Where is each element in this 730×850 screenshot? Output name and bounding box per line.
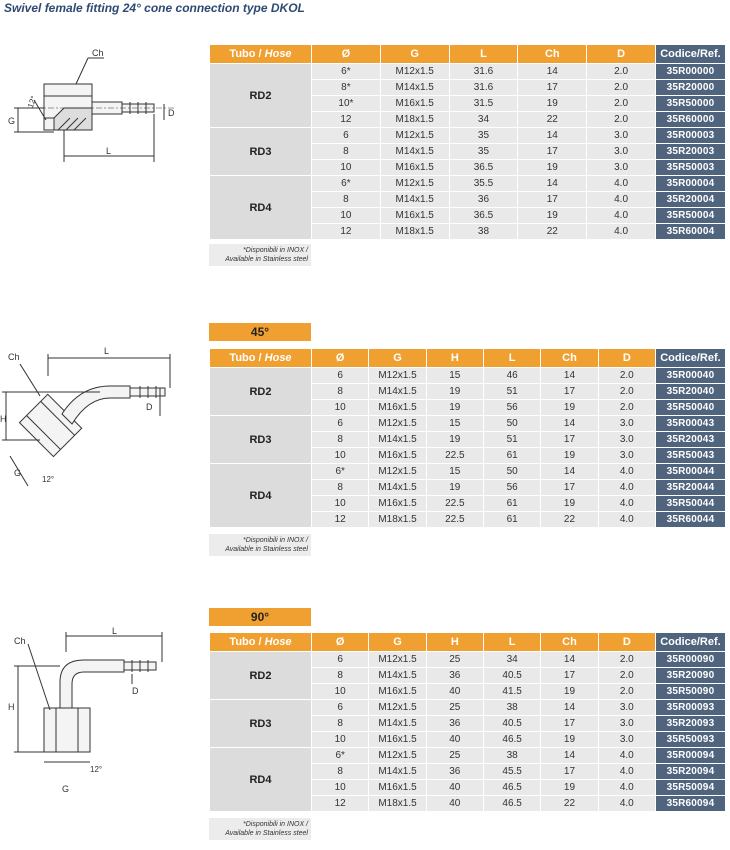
- product-code: 35R20094: [655, 764, 725, 780]
- header-tubo-label: Tubo /: [229, 352, 265, 364]
- table-cell: 6*: [312, 64, 381, 80]
- table-cell: 36.5: [449, 208, 518, 224]
- table-cell: M14x1.5: [369, 668, 426, 684]
- table-cell: M16x1.5: [369, 732, 426, 748]
- table-cell: M12x1.5: [369, 416, 426, 432]
- column-header: G: [369, 633, 426, 652]
- spec-table-90: [209, 632, 726, 812]
- column-header: L: [483, 633, 540, 652]
- table-cell: 6*: [312, 176, 381, 192]
- table-cell: 36.5: [449, 160, 518, 176]
- table-cell: M12x1.5: [369, 748, 426, 764]
- table-cell: 10: [312, 732, 369, 748]
- table-cell: 4.0: [598, 480, 655, 496]
- table-cell: 19: [541, 496, 598, 512]
- spec-table-straight: [209, 44, 726, 240]
- table-cell: 17: [518, 80, 587, 96]
- table-cell: 2.0: [587, 64, 656, 80]
- product-code: 35R00004: [655, 176, 725, 192]
- product-code: 35R20000: [655, 80, 725, 96]
- table-cell: 40: [426, 732, 483, 748]
- table-cell: 36: [426, 764, 483, 780]
- table-cell: 38: [483, 748, 540, 764]
- table-cell: 15: [426, 416, 483, 432]
- group-label: RD2: [210, 368, 312, 416]
- table-cell: 22: [541, 796, 598, 812]
- table-cell: 10: [312, 160, 381, 176]
- table-cell: 8: [312, 668, 369, 684]
- table-cell: 17: [518, 144, 587, 160]
- table-cell: 10: [312, 400, 369, 416]
- table-cell: 19: [426, 400, 483, 416]
- table-cell: 40.5: [483, 716, 540, 732]
- table-cell: M14x1.5: [380, 192, 449, 208]
- table-cell: 3.0: [598, 700, 655, 716]
- table-cell: 25: [426, 748, 483, 764]
- table-cell: 17: [541, 384, 598, 400]
- table-cell: 38: [449, 224, 518, 240]
- group-label: RD3: [210, 700, 312, 748]
- table-cell: 4.0: [587, 208, 656, 224]
- table-cell: 36: [449, 192, 518, 208]
- table-cell: 4.0: [587, 176, 656, 192]
- group-label: RD2: [210, 64, 312, 128]
- table-cell: M16x1.5: [369, 448, 426, 464]
- table-cell: 3.0: [598, 448, 655, 464]
- column-header: G: [369, 349, 426, 368]
- product-code: 35R50090: [655, 684, 725, 700]
- header-tubo-label: Tubo /: [229, 48, 265, 60]
- table-cell: 40: [426, 780, 483, 796]
- table-cell: 3.0: [598, 716, 655, 732]
- table-cell: 2.0: [598, 384, 655, 400]
- table-cell: 3.0: [587, 128, 656, 144]
- column-header: L: [483, 349, 540, 368]
- product-code: 35R00044: [655, 464, 725, 480]
- product-code: 35R00090: [655, 652, 725, 668]
- table-cell: 51: [483, 384, 540, 400]
- table-cell: M18x1.5: [380, 224, 449, 240]
- table-cell: 50: [483, 464, 540, 480]
- table-cell: 17: [541, 764, 598, 780]
- product-code: 35R00093: [655, 700, 725, 716]
- table-cell: 12: [312, 796, 369, 812]
- table-cell: 2.0: [587, 112, 656, 128]
- table-cell: M16x1.5: [380, 160, 449, 176]
- table-cell: 17: [518, 192, 587, 208]
- column-header: H: [426, 633, 483, 652]
- table-cell: M14x1.5: [369, 764, 426, 780]
- table-row: [210, 652, 726, 668]
- table-row: [210, 128, 726, 144]
- table-cell: 17: [541, 432, 598, 448]
- product-code: 35R50043: [655, 448, 725, 464]
- table-row: [210, 464, 726, 480]
- table-cell: 22.5: [426, 448, 483, 464]
- table-cell: 34: [449, 112, 518, 128]
- table-cell: 19: [518, 96, 587, 112]
- table-cell: 4.0: [598, 512, 655, 528]
- table-cell: 38: [483, 700, 540, 716]
- column-header: D: [587, 45, 656, 64]
- table-cell: M18x1.5: [369, 796, 426, 812]
- table-cell: 4.0: [598, 796, 655, 812]
- table-cell: 2.0: [598, 400, 655, 416]
- table-cell: 19: [541, 400, 598, 416]
- table-cell: 40: [426, 796, 483, 812]
- table-cell: 41.5: [483, 684, 540, 700]
- column-header: L: [449, 45, 518, 64]
- table-cell: M16x1.5: [369, 496, 426, 512]
- table-cell: 34: [483, 652, 540, 668]
- product-code: 35R50004: [655, 208, 725, 224]
- table-cell: 61: [483, 496, 540, 512]
- table-cell: 46.5: [483, 732, 540, 748]
- column-header: Codice/Ref.: [655, 45, 725, 64]
- table-cell: 3.0: [587, 144, 656, 160]
- column-header: Codice/Ref.: [655, 633, 725, 652]
- table-cell: 6*: [312, 748, 369, 764]
- product-code: 35R50094: [655, 780, 725, 796]
- table-cell: 12: [312, 512, 369, 528]
- table-cell: 8: [312, 192, 381, 208]
- g-label: G: [62, 784, 70, 794]
- product-code: 35R00003: [655, 128, 725, 144]
- table-cell: 46.5: [483, 780, 540, 796]
- table-cell: M16x1.5: [380, 208, 449, 224]
- table-cell: 15: [426, 464, 483, 480]
- table-cell: 3.0: [598, 432, 655, 448]
- table-cell: 14: [541, 700, 598, 716]
- column-header: Ch: [541, 633, 598, 652]
- table-cell: 14: [541, 652, 598, 668]
- table-cell: M14x1.5: [369, 384, 426, 400]
- table-cell: M12x1.5: [369, 368, 426, 384]
- table-row: [210, 416, 726, 432]
- column-header: Ø: [312, 349, 369, 368]
- table-cell: 6: [312, 416, 369, 432]
- g-label: G: [8, 116, 16, 126]
- table-cell: 2.0: [587, 96, 656, 112]
- table-cell: 46.5: [483, 796, 540, 812]
- group-label: RD4: [210, 748, 312, 812]
- table-cell: 56: [483, 480, 540, 496]
- product-code: 35R50044: [655, 496, 725, 512]
- group-label: RD2: [210, 652, 312, 700]
- table-cell: 22: [518, 224, 587, 240]
- table-cell: 10: [312, 780, 369, 796]
- table-cell: 10*: [312, 96, 381, 112]
- product-code: 35R60004: [655, 224, 725, 240]
- table-cell: M12x1.5: [369, 652, 426, 668]
- fitting-90-drawing: [4, 622, 179, 802]
- ch-label: Ch: [8, 352, 20, 362]
- table-cell: 10: [312, 496, 369, 512]
- table-cell: 6: [312, 700, 369, 716]
- table-cell: 19: [426, 384, 483, 400]
- product-code: 35R20003: [655, 144, 725, 160]
- column-header: Codice/Ref.: [655, 349, 725, 368]
- table-cell: 8: [312, 144, 381, 160]
- table-cell: 6*: [312, 464, 369, 480]
- fitting-45-drawing: [0, 336, 185, 506]
- table-cell: 56: [483, 400, 540, 416]
- table-cell: 2.0: [587, 80, 656, 96]
- stainless-note-2: [209, 534, 311, 556]
- table-cell: 19: [426, 432, 483, 448]
- table-cell: 31.5: [449, 96, 518, 112]
- header-tubo-hose: [210, 633, 312, 652]
- group-label: RD4: [210, 176, 312, 240]
- table-cell: M16x1.5: [380, 96, 449, 112]
- product-code: 35R50003: [655, 160, 725, 176]
- table-cell: M14x1.5: [380, 144, 449, 160]
- table-cell: 4.0: [598, 780, 655, 796]
- table-cell: 46: [483, 368, 540, 384]
- table-cell: 19: [518, 160, 587, 176]
- table-cell: 50: [483, 416, 540, 432]
- ch-label: Ch: [92, 48, 104, 58]
- table-cell: M14x1.5: [380, 80, 449, 96]
- table-cell: M12x1.5: [369, 464, 426, 480]
- g-label: G: [14, 468, 22, 478]
- section-tag-45: 45°: [209, 323, 311, 341]
- table-cell: 4.0: [598, 748, 655, 764]
- note-line-2: Available in Stainless steel: [225, 256, 308, 263]
- l-label: L: [106, 146, 112, 156]
- product-code: 35R00094: [655, 748, 725, 764]
- note-line-2: Available in Stainless steel: [225, 546, 308, 553]
- table-cell: 12: [312, 224, 381, 240]
- table-cell: 8: [312, 480, 369, 496]
- ch-label: Ch: [14, 636, 26, 646]
- table-cell: 3.0: [598, 732, 655, 748]
- table-cell: 17: [541, 716, 598, 732]
- d-label: D: [132, 686, 139, 696]
- note-line-1: *Disponibili in INOX /: [243, 537, 308, 544]
- table-cell: 36: [426, 668, 483, 684]
- column-header: Ch: [518, 45, 587, 64]
- page-title: Swivel female fitting 24° cone connection type DKOL: [4, 1, 305, 15]
- table-cell: M16x1.5: [369, 684, 426, 700]
- table-cell: M14x1.5: [369, 480, 426, 496]
- column-header: D: [598, 633, 655, 652]
- d-label: D: [168, 108, 175, 118]
- table-cell: 19: [541, 448, 598, 464]
- table-cell: 61: [483, 512, 540, 528]
- table-cell: 2.0: [598, 652, 655, 668]
- product-code: 35R00043: [655, 416, 725, 432]
- straight-fitting-drawing: [4, 44, 184, 174]
- table-cell: 8: [312, 716, 369, 732]
- table-row: [210, 368, 726, 384]
- product-code: 35R60094: [655, 796, 725, 812]
- header-hose-label: Hose: [264, 48, 292, 60]
- table-cell: 2.0: [598, 684, 655, 700]
- header-tubo-label: Tubo /: [229, 636, 265, 648]
- d-label: D: [146, 402, 153, 412]
- table-cell: 4.0: [598, 464, 655, 480]
- product-code: 35R20093: [655, 716, 725, 732]
- product-code: 35R20044: [655, 480, 725, 496]
- table-cell: M18x1.5: [369, 512, 426, 528]
- table-cell: 45.5: [483, 764, 540, 780]
- table-cell: 36: [426, 716, 483, 732]
- table-cell: M12x1.5: [380, 176, 449, 192]
- table-cell: 12: [312, 112, 381, 128]
- table-row: [210, 176, 726, 192]
- group-label: RD3: [210, 416, 312, 464]
- h-label: H: [8, 702, 15, 712]
- table-cell: 40.5: [483, 668, 540, 684]
- table-cell: 35: [449, 144, 518, 160]
- column-header: Ø: [312, 45, 381, 64]
- product-code: 35R00000: [655, 64, 725, 80]
- stainless-note-3: [209, 818, 311, 840]
- table-cell: 6: [312, 128, 381, 144]
- group-label: RD3: [210, 128, 312, 176]
- group-label: RD4: [210, 464, 312, 528]
- table-cell: 14: [518, 176, 587, 192]
- table-cell: 22: [518, 112, 587, 128]
- table-cell: 4.0: [598, 496, 655, 512]
- table-cell: 4.0: [587, 224, 656, 240]
- table-cell: M14x1.5: [369, 716, 426, 732]
- product-code: 35R50040: [655, 400, 725, 416]
- table-cell: 6: [312, 368, 369, 384]
- table-cell: M18x1.5: [380, 112, 449, 128]
- table-cell: 35.5: [449, 176, 518, 192]
- column-header: D: [598, 349, 655, 368]
- column-header: H: [426, 349, 483, 368]
- table-cell: 10: [312, 448, 369, 464]
- product-code: 35R50093: [655, 732, 725, 748]
- table-cell: M16x1.5: [369, 780, 426, 796]
- angle-label: 12°: [90, 765, 103, 774]
- header-hose-label: Hose: [264, 352, 292, 364]
- table-cell: 10: [312, 208, 381, 224]
- table-cell: 4.0: [598, 764, 655, 780]
- table-cell: M12x1.5: [380, 64, 449, 80]
- table-cell: 17: [541, 668, 598, 684]
- table-cell: 22: [541, 512, 598, 528]
- table-row: [210, 748, 726, 764]
- table-cell: M12x1.5: [369, 700, 426, 716]
- product-code: 35R60044: [655, 512, 725, 528]
- table-cell: 22.5: [426, 496, 483, 512]
- table-cell: 8: [312, 432, 369, 448]
- angle-label: 12°: [25, 94, 39, 110]
- section-tag-90: 90°: [209, 608, 311, 626]
- stainless-note-1: [209, 244, 311, 266]
- table-cell: 10: [312, 684, 369, 700]
- column-header: G: [380, 45, 449, 64]
- table-row: [210, 64, 726, 80]
- header-tubo-hose: [210, 45, 312, 64]
- table-cell: 17: [541, 480, 598, 496]
- product-code: 35R50000: [655, 96, 725, 112]
- table-cell: 8: [312, 764, 369, 780]
- l-label: L: [112, 626, 118, 636]
- table-cell: 51: [483, 432, 540, 448]
- table-cell: 40: [426, 684, 483, 700]
- table-cell: M16x1.5: [369, 400, 426, 416]
- table-cell: 2.0: [598, 668, 655, 684]
- table-cell: 19: [541, 732, 598, 748]
- product-code: 35R20040: [655, 384, 725, 400]
- angle-label: 12°: [42, 475, 55, 484]
- spec-table-45: [209, 348, 726, 528]
- column-header: Ø: [312, 633, 369, 652]
- table-cell: 15: [426, 368, 483, 384]
- h-label: H: [0, 414, 7, 424]
- table-cell: 14: [518, 64, 587, 80]
- table-cell: 14: [541, 464, 598, 480]
- table-cell: 25: [426, 700, 483, 716]
- table-cell: 61: [483, 448, 540, 464]
- table-cell: 19: [518, 208, 587, 224]
- table-cell: 25: [426, 652, 483, 668]
- table-cell: 31.6: [449, 80, 518, 96]
- column-header: Ch: [541, 349, 598, 368]
- note-line-1: *Disponibili in INOX /: [243, 247, 308, 254]
- table-cell: 19: [541, 684, 598, 700]
- table-cell: 2.0: [598, 368, 655, 384]
- table-cell: 6: [312, 652, 369, 668]
- product-code: 35R20090: [655, 668, 725, 684]
- table-row: [210, 700, 726, 716]
- product-code: 35R60000: [655, 112, 725, 128]
- table-cell: 14: [518, 128, 587, 144]
- table-cell: 8: [312, 384, 369, 400]
- product-code: 35R00040: [655, 368, 725, 384]
- table-cell: 14: [541, 368, 598, 384]
- product-code: 35R20043: [655, 432, 725, 448]
- table-cell: M12x1.5: [380, 128, 449, 144]
- table-cell: 14: [541, 416, 598, 432]
- table-cell: 19: [541, 780, 598, 796]
- table-cell: 4.0: [587, 192, 656, 208]
- table-cell: 14: [541, 748, 598, 764]
- note-line-1: *Disponibili in INOX /: [243, 821, 308, 828]
- table-cell: 35: [449, 128, 518, 144]
- table-cell: 3.0: [587, 160, 656, 176]
- header-tubo-hose: [210, 349, 312, 368]
- product-code: 35R20004: [655, 192, 725, 208]
- table-cell: 31.6: [449, 64, 518, 80]
- table-cell: M14x1.5: [369, 432, 426, 448]
- table-cell: 8*: [312, 80, 381, 96]
- table-cell: 22.5: [426, 512, 483, 528]
- header-hose-label: Hose: [264, 636, 292, 648]
- note-line-2: Available in Stainless steel: [225, 830, 308, 837]
- table-cell: 19: [426, 480, 483, 496]
- l-label: L: [104, 346, 110, 356]
- table-cell: 3.0: [598, 416, 655, 432]
